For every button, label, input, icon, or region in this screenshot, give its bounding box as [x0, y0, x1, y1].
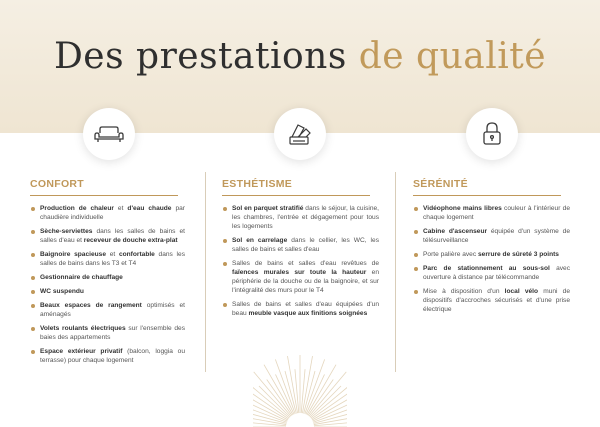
list-item: Gestionnaire de chauffage	[30, 273, 185, 282]
sunburst-ornament	[253, 348, 347, 427]
heading-rule	[413, 195, 561, 196]
list-item: Sèche-serviettes dans les salles de bains et salles d'eau et receveur de douche extra-plat	[30, 227, 185, 245]
heading-rule	[30, 195, 178, 196]
page-title	[0, 36, 600, 77]
column-divider	[205, 172, 206, 372]
list-item: Salles de bains et salles d'eau revêtues de faïences murales sur toute la hauteur en périphérie de la douche ou de la baignoire, et sur l'intégralité des murs pour le T4	[222, 259, 379, 295]
list-item: Sol en parquet stratifié dans le séjour, la cuisine, les chambres, l'entrée et dégagement pour tous les logements	[222, 204, 379, 231]
list-item: Volets roulants électriques sur l'ensemble des baies des appartements	[30, 324, 185, 342]
column-confort	[30, 178, 185, 370]
padlock-icon	[466, 108, 518, 160]
column-divider	[395, 172, 396, 372]
list-item: Porte palière avec serrure de sûreté 3 points	[413, 250, 570, 259]
list-item: Sol en carrelage dans le cellier, les WC, les salles de bains et salles d'eau	[222, 236, 379, 254]
list-item: Cabine d'ascenseur équipée d'un système de télésurveillance	[413, 227, 570, 245]
sofa-icon	[83, 108, 135, 160]
color-swatch-icon	[274, 108, 326, 160]
list-item: Mise à disposition d'un local vélo muni de dispositifs d'accroches sécurisés et d'une prise électrique	[413, 287, 570, 314]
list-item: Baignoire spacieuse et confortable dans les salles de bains dans les T3 et T4	[30, 250, 185, 268]
title-part-1: Des prestations	[53, 36, 347, 77]
column-esthetisme	[222, 178, 379, 323]
heading-rule	[222, 195, 370, 196]
column-serenite	[413, 178, 570, 319]
title-part-2: de qualité	[358, 36, 547, 77]
column-heading: ESTHÉTISME	[222, 178, 293, 190]
list-item: Vidéophone mains libres couleur à l'intérieur de chaque logement	[413, 204, 570, 222]
sunburst-ray	[295, 369, 299, 413]
sunburst-ray	[301, 369, 305, 413]
column-heading: SÉRÉNITÉ	[413, 178, 468, 190]
column-heading: CONFORT	[30, 178, 85, 190]
list-item: Espace extérieur privatif (balcon, loggia ou terrasse) pour chaque logement	[30, 347, 185, 365]
list-item: Production de chaleur et d'eau chaude par chaudière individuelle	[30, 204, 185, 222]
list-item: Parc de stationnement au sous-sol avec ouverture à distance par télécommande	[413, 264, 570, 282]
list-item: Salles de bains et salles d'eau équipées d'un beau meuble vasque aux finitions soignées	[222, 300, 379, 318]
list-item: Beaux espaces de rangement optimisés et aménagés	[30, 301, 185, 319]
list-item: WC suspendu	[30, 287, 185, 296]
